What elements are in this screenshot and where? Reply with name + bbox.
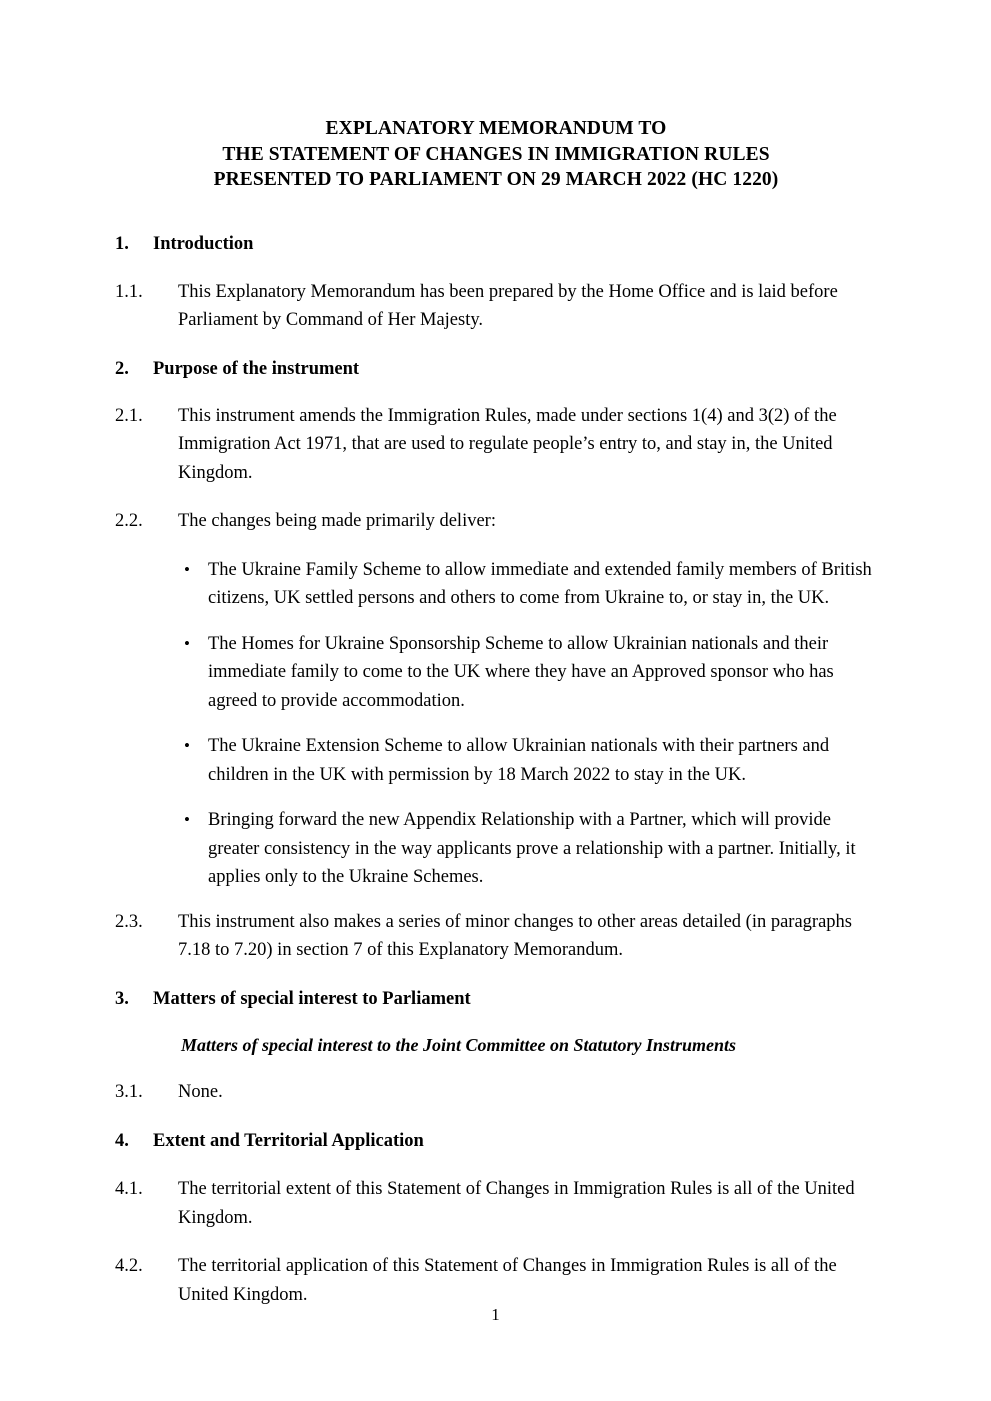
paragraph-3-1-text: None.: [178, 1081, 223, 1102]
section-2-number: 2.: [115, 358, 129, 379]
section-4-number: 4.: [115, 1131, 129, 1151]
paragraph-2-1-number: 2.1.: [115, 405, 143, 426]
section-heading-1: [115, 232, 877, 256]
list-item: [184, 732, 877, 789]
section-1-number: 1.: [115, 233, 129, 254]
list-item-text: Bringing forward the new Appendix Relationship with a Partner, which will provide greater consistency in the way applicants prove a relationship with a partner. Initially, it applies only to the Ukraine Schemes.: [208, 810, 856, 887]
paragraph-1-1: [115, 278, 877, 335]
bullet-icon: •: [184, 810, 190, 829]
spacer: [115, 789, 877, 806]
list-item-text: The Ukraine Family Scheme to allow immediate and extended family members of British citizens, UK settled persons and others to come from Ukraine to, or stay in, the UK.: [208, 559, 872, 608]
spacer: [115, 1106, 877, 1129]
spacer: [115, 1057, 877, 1078]
paragraph-4-2-number: 4.2.: [115, 1256, 143, 1276]
spacer: [115, 1153, 877, 1175]
section-3-number: 3.: [115, 988, 129, 1009]
title-line-2: THE STATEMENT OF CHANGES IN IMMIGRATION RULES: [222, 143, 770, 165]
section-4-title: Extent and Territorial Application: [153, 1131, 424, 1151]
paragraph-2-3-number: 2.3.: [115, 911, 143, 932]
section-2-title: Purpose of the instrument: [153, 358, 360, 379]
paragraph-2-2-text: The changes being made primarily deliver:: [178, 511, 496, 531]
title-line-3: PRESENTED TO PARLIAMENT ON 29 MARCH 2022 (HC 1220): [213, 169, 779, 190]
section-1-title: Introduction: [153, 233, 254, 254]
paragraph-1-1-number: 1.1.: [115, 281, 143, 302]
list-item: [184, 630, 877, 716]
paragraph-3-1: [115, 1078, 877, 1107]
section-heading-2: [115, 357, 877, 381]
document-title: [115, 116, 877, 193]
spacer: [115, 193, 877, 232]
paragraph-4-2: [115, 1252, 877, 1309]
spacer: [115, 715, 877, 732]
paragraph-2-2: [115, 507, 877, 536]
spacer: [115, 1232, 877, 1252]
spacer: [115, 1011, 877, 1033]
page-number: 1: [491, 1305, 500, 1324]
paragraph-4-2-text: The territorial application of this Statement of Changes in Immigration Rules is all of the United Kingdom.: [178, 1256, 837, 1305]
section-heading-3: [115, 987, 877, 1011]
section-3-title: Matters of special interest to Parliament: [153, 988, 471, 1009]
title-line-1: EXPLANATORY MEMORANDUM TO: [325, 118, 667, 139]
bullet-icon: •: [184, 559, 190, 579]
paragraph-2-2-number: 2.2.: [115, 511, 143, 531]
list-item: [184, 556, 877, 613]
bullet-icon: •: [184, 736, 190, 755]
spacer: [115, 381, 877, 402]
list-item-text: The Ukraine Extension Scheme to allow Ukrainian nationals with their partners and children in the UK with permission by 18 March 2022 to stay in the UK.: [208, 736, 830, 785]
paragraph-4-1: [115, 1175, 877, 1232]
spacer: [115, 892, 877, 908]
bullet-icon: •: [184, 633, 190, 653]
list-item: [184, 806, 877, 892]
paragraph-1-1-text: This Explanatory Memorandum has been prepared by the Home Office and is laid before Parliament by Command of Her Majesty.: [178, 281, 838, 330]
paragraph-2-1-text: This instrument amends the Immigration Rules, made under sections 1(4) and 3(2) of the Immigration Act 1971, that are used to regulate people’s entry to, and stay in, the United Kingdom.: [178, 405, 837, 483]
paragraph-2-3-text: This instrument also makes a series of minor changes to other areas detailed (in paragraphs 7.18 to 7.20) in section 7 of this Explanatory Memorandum.: [178, 911, 853, 960]
list-item-text: The Homes for Ukraine Sponsorship Scheme to allow Ukrainian nationals and their immediate family to come to the UK where they have an Approved sponsor who has agreed to provide accommodation.: [208, 633, 834, 711]
spacer: [115, 256, 877, 278]
paragraph-4-1-number: 4.1.: [115, 1179, 143, 1199]
section-heading-4: [115, 1129, 877, 1153]
paragraph-2-3: [115, 908, 877, 965]
spacer: [115, 965, 877, 987]
paragraph-4-1-text: The territorial extent of this Statement of Changes in Immigration Rules is all of the United Kingdom.: [178, 1179, 855, 1228]
spacer: [115, 335, 877, 357]
spacer: [115, 613, 877, 630]
paragraph-2-1: [115, 402, 877, 488]
spacer: [115, 487, 877, 507]
bullet-list: [115, 556, 877, 892]
document-body: [115, 116, 877, 1309]
spacer: [115, 536, 877, 556]
paragraph-3-1-number: 3.1.: [115, 1081, 143, 1102]
section-3-subheading: Matters of special interest to the Joint Committee on Statutory Instruments: [181, 1034, 737, 1055]
